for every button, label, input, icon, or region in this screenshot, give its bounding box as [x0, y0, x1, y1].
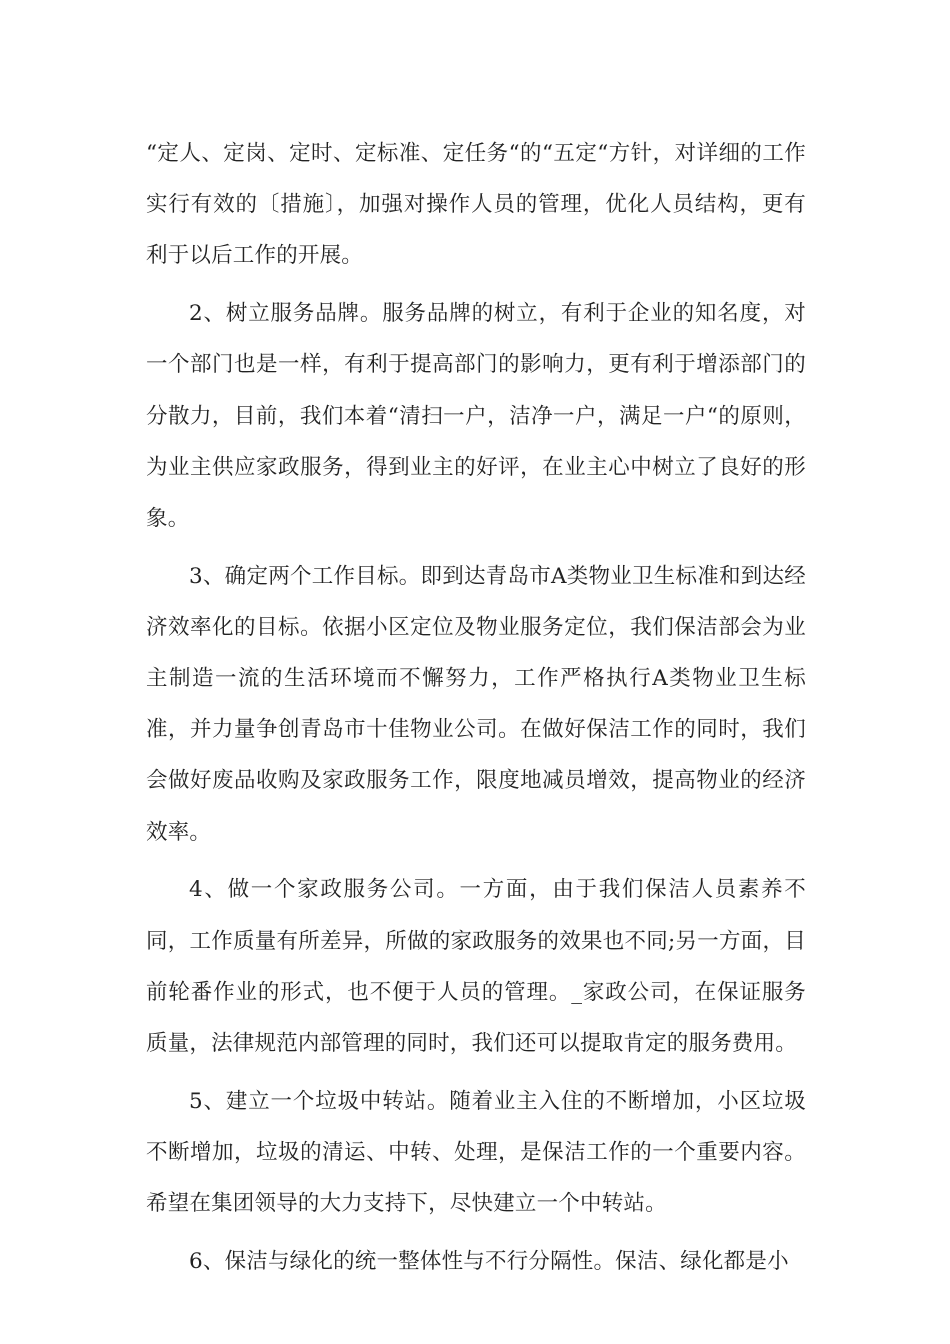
paragraph-6: 6、保洁与绿化的统一整体性与不行分隔性。保洁、绿化都是小 — [189, 1248, 789, 1274]
paragraph-continued: “定人、定岗、定时、定标准、定任务“的“五定“方针，对详细的工作实行有效的〔措施〕，加强对操作人员的管理，优化人员结构，更有利于以后工作的开展。 — [146, 141, 806, 269]
paragraph-4: 4、做一个家政服务公司。一方面，由于我们保洁人员素养不同，工作质量有所差异，所做的家政服务的效果也不同;另一方面，目前轮番作业的形式，也不便于人员的管理。_家政公司，在保证服务质量，法律规范内部管理的同时，我们还可以提取肯定的服务费用。 — [146, 877, 806, 1056]
paragraph-5: 5、建立一个垃圾中转站。随着业主入住的不断增加，小区垃圾不断增加，垃圾的清运、中转、处理，是保洁工作的一个重要内容。希望在集团领导的大力支持下，尽快建立一个中转站。 — [146, 1088, 806, 1217]
paragraph-3: 3、确定两个工作目标。即到达青岛市A类物业卫生标准和到达经济效率化的目标。依据小区定位及物业服务定位，我们保洁部会为业主制造一流的生活环境而不懈努力，工作严格执行A类物业卫生标准，并力量争创青岛市十佳物业公司。在做好保洁工作的同时，我们会做好废品收购及家政服务工作，限度地减员增效，提高物业的经济效率。 — [146, 563, 806, 845]
document-body — [146, 128, 806, 1293]
paragraph-2: 2、树立服务品牌。服务品牌的树立，有利于企业的知名度，对一个部门也是一样，有利于提高部门的影响力，更有利于增添部门的分散力，目前，我们本着“清扫一户，洁净一户，满足一户“的原则，为业主供应家政服务，得到业主的好评，在业主心中树立了良好的形象。 — [146, 301, 806, 531]
